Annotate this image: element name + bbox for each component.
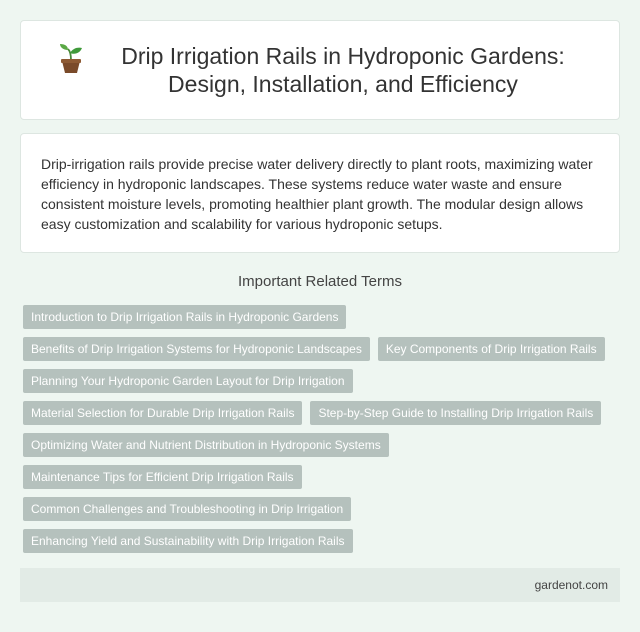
related-terms-heading: Important Related Terms [238, 273, 402, 290]
tag-maintenance-tips[interactable]: Maintenance Tips for Efficient Drip Irrigation Rails [23, 465, 302, 489]
tag-installation-guide[interactable]: Step-by-Step Guide to Installing Drip Irrigation Rails [310, 401, 601, 425]
intro-text: Drip-irrigation rails provide precise water delivery directly to plant roots, maximizing water efficiency in hydroponic landscapes. These systems reduce water waste and ensure consistent moisture levels, promoting healthier plant growth. The modular design allows easy customization and scalability for various hydroponic setups. [41, 156, 593, 232]
tag-row [23, 401, 623, 425]
page-title: Drip Irrigation Rails in Hydroponic Gardens: Design, Installation, and Efficiency [121, 43, 565, 97]
title-card [20, 20, 620, 120]
tag-row [23, 369, 623, 393]
footer-site-name[interactable]: gardenot.com [534, 578, 608, 592]
tag-benefits-drip-irrigation[interactable]: Benefits of Drip Irrigation Systems for Hydroponic Landscapes [23, 337, 370, 361]
tag-material-selection[interactable]: Material Selection for Durable Drip Irrigation Rails [23, 401, 302, 425]
tag-row [23, 305, 623, 329]
related-terms-list [23, 305, 623, 561]
tag-row [23, 337, 623, 361]
tag-common-challenges[interactable]: Common Challenges and Troubleshooting in Drip Irrigation [23, 497, 351, 521]
footer [20, 568, 620, 602]
tag-row [23, 529, 623, 553]
tag-planning-layout[interactable]: Planning Your Hydroponic Garden Layout for Drip Irrigation [23, 369, 353, 393]
title-wrap [40, 42, 600, 98]
tag-key-components[interactable]: Key Components of Drip Irrigation Rails [378, 337, 605, 361]
tag-row [23, 465, 623, 489]
sprout-icon [57, 44, 85, 74]
tag-row [23, 433, 623, 457]
tag-enhancing-yield[interactable]: Enhancing Yield and Sustainability with Drip Irrigation Rails [23, 529, 353, 553]
tag-intro-drip-irrigation-rails[interactable]: Introduction to Drip Irrigation Rails in Hydroponic Gardens [23, 305, 346, 329]
tag-row [23, 497, 623, 521]
intro-card [20, 133, 620, 253]
tag-water-nutrient-distribution[interactable]: Optimizing Water and Nutrient Distribution in Hydroponic Systems [23, 433, 389, 457]
